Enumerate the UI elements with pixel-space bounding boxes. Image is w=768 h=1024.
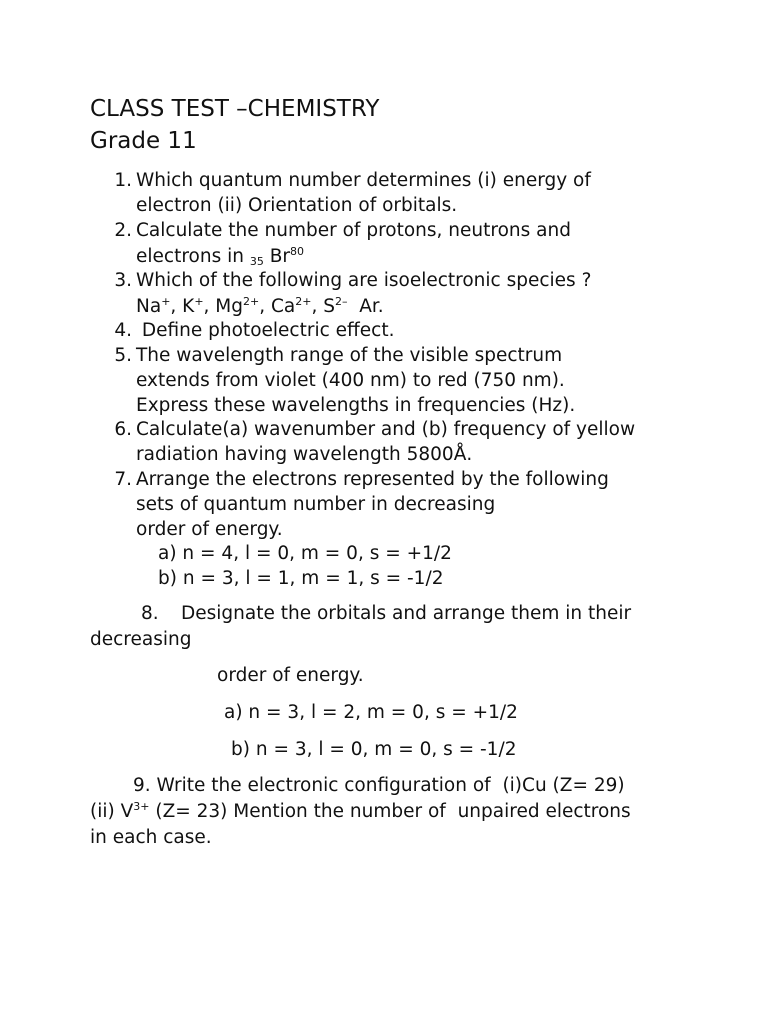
question-text: in each case. xyxy=(90,827,212,848)
text-span: Ar. xyxy=(347,296,384,317)
question-text: The wavelength range of the visible spectrum xyxy=(136,345,563,366)
question-text: Which of the following are isoelectronic species ? xyxy=(136,270,592,291)
question-text: Which quantum number determines (i) energy of xyxy=(136,170,591,191)
document-title: CLASS TEST –CHEMISTRY xyxy=(90,96,380,122)
charge: 2– xyxy=(334,295,348,308)
text-span: electrons in xyxy=(136,246,250,267)
sub-item-a: a) n = 4, l = 0, m = 0, s = +1/2 xyxy=(158,543,452,564)
text-span: , Mg xyxy=(203,296,243,317)
charge: 3+ xyxy=(133,800,150,813)
question-text: order of energy. xyxy=(217,665,364,686)
question-number: 3. xyxy=(114,270,132,291)
question-text: 9. Write the electronic configuration of (i)Cu (Z= 29) xyxy=(133,775,625,796)
text-span: (Z= 23) Mention the number of unpaired electrons xyxy=(149,801,631,822)
sub-item-b: b) n = 3, l = 1, m = 1, s = -1/2 xyxy=(158,568,444,589)
question-number: 7. xyxy=(114,469,132,490)
species-list xyxy=(136,294,384,319)
charge: 2+ xyxy=(243,295,260,308)
sub-item-b: b) n = 3, l = 0, m = 0, s = -1/2 xyxy=(231,739,517,760)
element-symbol: Br xyxy=(263,246,291,267)
question-number: 4. xyxy=(114,320,132,341)
text-span: , Ca xyxy=(259,296,296,317)
sub-item-a: a) n = 3, l = 2, m = 0, s = +1/2 xyxy=(224,702,518,723)
question-text: Calculate(a) wavenumber and (b) frequency of yellow xyxy=(136,419,636,440)
question-text: Define photoelectric effect. xyxy=(136,320,395,341)
question-text: electron (ii) Orientation of orbitals. xyxy=(136,195,458,216)
question-number: 6. xyxy=(114,419,132,440)
question-text xyxy=(136,244,304,269)
charge: 2+ xyxy=(295,295,312,308)
charge: + xyxy=(194,295,204,308)
question-text: decreasing xyxy=(90,629,192,650)
text-span: , K xyxy=(170,296,195,317)
question-number: 8. xyxy=(141,603,159,624)
question-number: 2. xyxy=(114,220,132,241)
charge: + xyxy=(161,295,171,308)
question-number: 1. xyxy=(114,170,132,191)
text-span: (ii) V xyxy=(90,801,134,822)
question-text: radiation having wavelength 5800Å. xyxy=(136,444,473,465)
question-number: 5. xyxy=(114,345,132,366)
question-text: extends from violet (400 nm) to red (750 nm). xyxy=(136,370,565,391)
text-span: Na xyxy=(136,296,162,317)
atomic-number: 35 xyxy=(249,255,264,268)
question-text: Arrange the electrons represented by the following xyxy=(136,469,609,490)
question-text xyxy=(90,799,631,824)
question-text: Designate the orbitals and arrange them in their xyxy=(181,603,632,624)
question-text: Calculate the number of protons, neutrons and xyxy=(136,220,571,241)
text-span: , S xyxy=(311,296,335,317)
mass-number: 80 xyxy=(290,245,305,258)
grade-heading: Grade 11 xyxy=(90,128,197,154)
question-text: Express these wavelengths in frequencies (Hz). xyxy=(136,395,576,416)
question-text: sets of quantum number in decreasing xyxy=(136,494,496,515)
question-text: order of energy. xyxy=(136,519,283,540)
